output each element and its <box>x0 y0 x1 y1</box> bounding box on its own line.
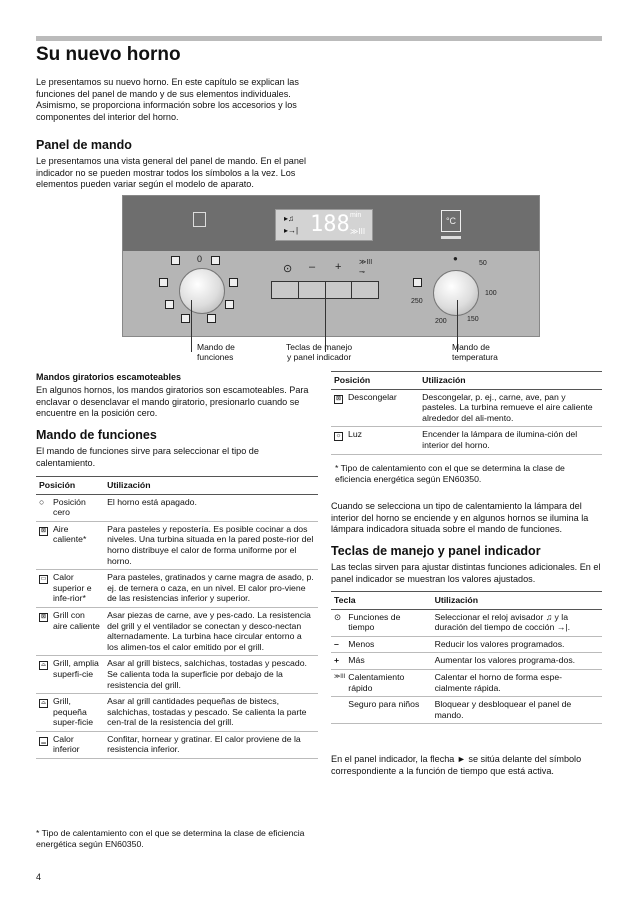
row-use: Asar piezas de carne, ave y pes-cado. La resistencia del grill y el ventilador se conectan y desco-nectan alternadamente. La turbina hace circular entorno a los alimen-tos el calor emitido por el grill. <box>104 607 318 655</box>
row-key: Seguro para niños <box>345 697 431 724</box>
grill-large-icon <box>36 656 50 694</box>
callout-keys: Teclas de manejo y panel indicador <box>286 342 353 362</box>
fastheat-key-icon: ≫III <box>359 259 373 266</box>
table-row <box>36 607 318 655</box>
right-footnote: * Tipo de calentamiento con el que se determina la clase de eficiencia energética según EN60350. <box>335 463 565 484</box>
temp-lamp <box>441 236 461 239</box>
display-digits: 188 <box>310 212 350 237</box>
functions-header-use: Utilización <box>104 477 318 495</box>
table-row <box>331 609 602 636</box>
page-title: Su nuevo horno <box>36 44 181 65</box>
table-row <box>331 653 602 670</box>
functions-header-position: Posición <box>36 477 104 495</box>
header-rule <box>36 36 602 41</box>
row-use: Asar al grill cantidades pequeñas de bistecs, salchichas, tostadas y pescado. Se calienta la parte cen-tral de la resistencia del grill. <box>104 694 318 732</box>
grill-small-icon <box>207 314 216 323</box>
function-knob[interactable] <box>179 268 225 314</box>
functions-table-continued <box>331 371 602 455</box>
temperature-knob[interactable] <box>433 270 479 316</box>
row-use: Reducir los valores programados. <box>432 636 602 653</box>
plus-key-icon: + <box>335 261 342 273</box>
table-row <box>36 494 318 521</box>
light-icon <box>331 427 345 454</box>
child-lock-icon: ⊸ <box>359 269 365 276</box>
table-row <box>36 521 318 569</box>
hotair-icon <box>159 278 168 287</box>
row-position: Aire caliente* <box>50 521 104 569</box>
row-key: Menos <box>345 636 431 653</box>
row-position: Calor inferior <box>50 731 104 758</box>
table-row <box>36 694 318 732</box>
temp-200-label: 200 <box>435 318 447 325</box>
retractable-text: En algunos hornos, los mandos giratorios son escamoteables. Para enclavar o desenclavar el mando giratorio, presionarlo cuando se encuentre en la posición cero. <box>36 385 309 419</box>
row-use: Seleccionar el reloj avisador ♫ y la duración del tiempo de cocción →|. <box>432 609 602 636</box>
plus-icon: + <box>331 653 345 670</box>
grill-fan-icon <box>36 607 50 655</box>
temp-250-label: 250 <box>411 298 423 305</box>
page-number: 4 <box>36 872 42 882</box>
row-use: Encender la lámpara de ilumina-ción del interior del horno. <box>419 427 602 454</box>
keys-header-use: Utilización <box>432 592 602 610</box>
display-heat-icon: ≫III <box>350 227 366 236</box>
row-position: Grill, amplia superfi-cie <box>50 656 104 694</box>
defrost-glyph: ⊠ <box>335 395 342 402</box>
retractable-title: Mandos giratorios escamoteables <box>36 372 182 382</box>
temp-100-label: 100 <box>485 290 497 297</box>
table-row <box>331 427 602 454</box>
grill-large-glyph: ⌓ <box>39 661 48 670</box>
keys-text: Las teclas sirven para ajustar distintas funciones adicionales. En el panel indicador se muestran los valores ajustados. <box>331 562 601 584</box>
row-position: Posición cero <box>50 494 104 521</box>
defrost-icon <box>331 389 345 427</box>
light-icon <box>211 256 220 265</box>
plus-key[interactable] <box>326 282 353 298</box>
fastheat-icon: ≫III <box>331 669 345 696</box>
temp-50-label: 50 <box>479 260 487 267</box>
row-use: Para pasteles y repostería. Es posible cocinar a dos niveles. Una turbina situada en la pared poste-rior del horno distribuye el calor de forma uniforme por el horno. <box>104 521 318 569</box>
keys-table <box>331 591 602 724</box>
callout-temperature: Mando de temperatura <box>452 342 498 362</box>
key-row <box>271 281 379 299</box>
defrost-icon <box>171 256 180 265</box>
minus-icon: – <box>331 636 345 653</box>
callout-line-functions <box>191 300 192 352</box>
child-lock-icon <box>331 697 345 724</box>
temp-dot: ● <box>453 254 458 263</box>
row-position: Luz <box>345 427 419 454</box>
right-header-use: Utilización <box>419 372 602 390</box>
indicator-lamp <box>193 212 206 227</box>
row-use: Calentar el horno de forma espe-cialmente rápida. <box>432 669 602 696</box>
grill-large-icon <box>181 314 190 323</box>
display-arrow-icon: ▸♫ <box>284 214 295 223</box>
table-row <box>36 656 318 694</box>
bottom-heat-glyph: ▁ <box>39 737 48 746</box>
grill-temp-icon <box>413 278 422 287</box>
row-use: Para pasteles, gratinados y carne magra de asado, p. ej. de ternera o caza, en un nivel. El calor pro-viene de las resistencias inferior y superior. <box>104 570 318 608</box>
row-position: Grill, pequeña super-ficie <box>50 694 104 732</box>
right-header-position: Posición <box>331 372 419 390</box>
row-position: Descongelar <box>345 389 419 427</box>
table-row <box>331 389 602 427</box>
row-use: Aumentar los valores programa-dos. <box>432 653 602 670</box>
row-position: Calor superior e infe-rior* <box>50 570 104 608</box>
row-use: Confitar, hornear y gratinar. El calor proviene de la resistencia inferior. <box>104 731 318 758</box>
table-row <box>331 669 602 696</box>
row-position: Grill con aire caliente <box>50 607 104 655</box>
row-key: Más <box>345 653 431 670</box>
row-key: Funciones de tiempo <box>345 609 431 636</box>
temp-indicator-icon: °C <box>441 210 461 232</box>
timer-key[interactable] <box>272 282 299 298</box>
row-use: Asar al grill bistecs, salchichas, tostadas y pescado. Se calienta toda la superficie por debajo de la resistencia del grill. <box>104 656 318 694</box>
table-row <box>331 636 602 653</box>
minus-key[interactable] <box>299 282 326 298</box>
indicator-display <box>275 209 373 241</box>
row-use: Descongelar, p. ej., carne, ave, pan y pasteles. La turbina remueve el aire caliente alrededor del ali-mento. <box>419 389 602 427</box>
light-glyph: ☼ <box>335 433 342 440</box>
bottom-heat-icon <box>36 731 50 758</box>
minus-key-icon: – <box>309 261 316 273</box>
hotair-glyph: ⊠ <box>40 527 47 534</box>
timer-icon: ⊙ <box>331 609 345 636</box>
functions-table <box>36 476 318 759</box>
display-min-label: min <box>350 212 362 219</box>
lamp-note-text: Cuando se selecciona un tipo de calentamiento la lámpara del interior del horno se enciende y en algunos hornos se ilumina la lámpara indicadora situada sobre el mando de funciones. <box>331 501 589 535</box>
bottom-heat-icon <box>165 300 174 309</box>
grill-fan-icon <box>225 300 234 309</box>
intro-text: Le presentamos su nuevo horno. En este capítulo se explican las funciones del panel de mando y de sus elementos individuales. Asimismo, se proporciona información sobre los accesorios y los componentes del interior del horno. <box>36 77 299 122</box>
top-bottom-heat-icon <box>36 570 50 608</box>
grill-small-glyph: ⌓ <box>39 699 48 708</box>
keys-header-key: Tecla <box>331 592 432 610</box>
row-use: Bloquear y desbloquear el panel de mando. <box>432 697 602 724</box>
functions-title: Mando de funciones <box>36 428 157 442</box>
table-row <box>36 570 318 608</box>
row-key: Calentamiento rápido <box>345 669 431 696</box>
fastheat-key[interactable] <box>352 282 378 298</box>
arrow-note-text: En el panel indicador, la flecha ► se sitúa delante del símbolo correspondiente a la función de tiempo que está activa. <box>331 754 582 776</box>
functions-text: El mando de funciones sirve para seleccionar el tipo de calentamiento. <box>36 446 259 468</box>
zero-position-icon: ○ <box>36 494 50 521</box>
zero-position-label: 0 <box>197 254 203 264</box>
row-use: El horno está apagado. <box>104 494 318 521</box>
grill-small-icon <box>36 694 50 732</box>
timer-key-icon: ⊙ <box>283 263 293 275</box>
table-row <box>36 731 318 758</box>
grill-fan-glyph: ⊠ <box>40 613 47 620</box>
table-row <box>331 697 602 724</box>
control-panel-figure <box>122 195 540 337</box>
panel-section-text: Le presentamos una vista general del panel de mando. En el panel indicador no se pueden mostrar todos los símbolos a la vez. Los elementos pueden variar según el modelo de aparato. <box>36 156 306 190</box>
panel-section-title: Panel de mando <box>36 138 132 152</box>
hotair-icon <box>36 521 50 569</box>
temp-150-label: 150 <box>467 316 479 323</box>
functions-footnote: * Tipo de calentamiento con el que se determina la clase de eficiencia energética según EN60350. <box>36 828 305 849</box>
top-bottom-glyph: ▭ <box>40 576 47 583</box>
top-bottom-heat-icon <box>229 278 238 287</box>
display-duration-icon: ▸→| <box>284 226 299 235</box>
callout-functions: Mando de funciones <box>197 342 235 362</box>
keys-title: Teclas de manejo y panel indicador <box>331 544 541 558</box>
